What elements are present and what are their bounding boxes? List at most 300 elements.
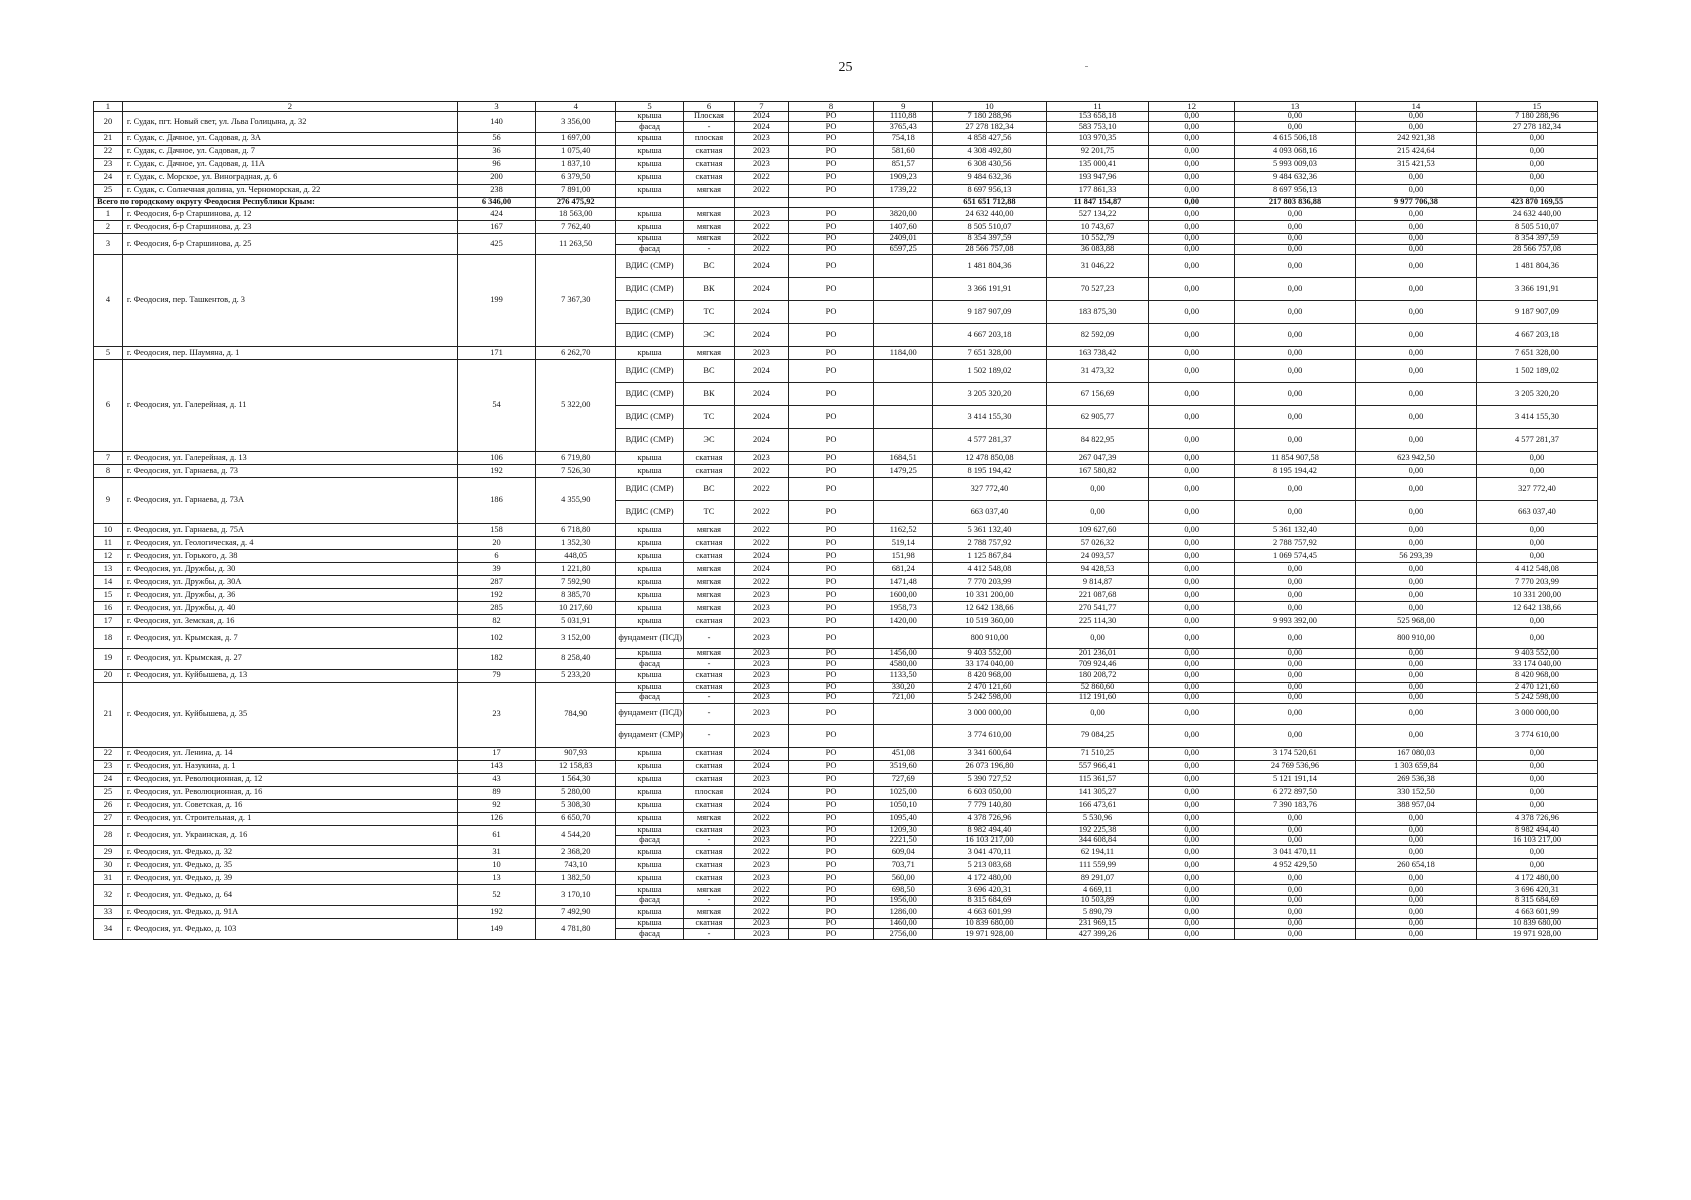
table-cell: 21 (94, 132, 123, 145)
table-cell: 0,00 (1149, 122, 1235, 132)
table-cell: 2022 (735, 906, 789, 919)
table-cell: 4 858 427,56 (933, 132, 1046, 145)
table-cell: крыша (616, 747, 683, 760)
table-cell: - (683, 693, 734, 703)
table-cell: г. Судак, с. Дачное, ул. Садовая, д. 3А (122, 132, 457, 145)
table-cell: 7 180 288,96 (1476, 112, 1597, 122)
table-cell: РО (788, 221, 874, 234)
table-row (94, 464, 1598, 477)
table-cell: РО (788, 549, 874, 562)
table-cell: 743,10 (536, 859, 616, 872)
table-cell: 7 (94, 451, 123, 464)
table-cell: 221 087,68 (1046, 588, 1149, 601)
table-cell: крыша (616, 523, 683, 536)
table-cell: - (683, 929, 734, 939)
table-cell: 3 (94, 234, 123, 255)
table-cell (874, 382, 933, 405)
table-cell: 0,00 (1476, 747, 1597, 760)
table-cell: 39 (457, 562, 535, 575)
table-cell: 2024 (735, 277, 789, 300)
table-cell: 2023 (735, 346, 789, 359)
table-cell: г. Феодосия, пер. Шаумяна, д. 1 (122, 346, 457, 359)
table-cell: 0,00 (1355, 929, 1476, 939)
table-cell: 0,00 (1149, 145, 1235, 158)
table-cell: 0,00 (1149, 812, 1235, 825)
table-cell: 2022 (735, 895, 789, 905)
table-cell: 183 875,30 (1046, 300, 1149, 323)
table-cell: 6 262,70 (536, 346, 616, 359)
table-cell: 7 779 140,80 (933, 799, 1046, 812)
table-cell: 2023 (735, 919, 789, 929)
table-cell: ВДИС (СМР) (616, 300, 683, 323)
table-cell: 0,00 (1235, 659, 1356, 669)
table-cell: 0,00 (1235, 382, 1356, 405)
table-cell: РО (788, 254, 874, 277)
table-cell: скатная (683, 614, 734, 627)
table-cell: 26 (94, 799, 123, 812)
page-number: 25 (838, 60, 853, 75)
table-cell: крыша (616, 919, 683, 929)
column-number: 3 (457, 102, 535, 112)
table-cell: г. Феодосия, б-р Старшинова, д. 12 (122, 208, 457, 221)
table-cell: 0,00 (1355, 323, 1476, 346)
table-cell: 9 403 552,00 (933, 648, 1046, 658)
table-cell: РО (788, 872, 874, 885)
table-cell: 2023 (735, 451, 789, 464)
table-cell: г. Феодосия, ул. Гарнаева, д. 75А (122, 523, 457, 536)
table-cell: 269 536,38 (1355, 773, 1476, 786)
table-cell: 0,00 (1149, 885, 1235, 895)
table-cell: 143 (457, 760, 535, 773)
table-cell: 106 (457, 451, 535, 464)
table-cell: 9 977 706,38 (1355, 197, 1476, 207)
table-cell: 1420,00 (874, 614, 933, 627)
table-cell: г. Феодосия, ул. Назукина, д. 1 (122, 760, 457, 773)
table-cell: 1 303 659,84 (1355, 760, 1476, 773)
table-cell: 0,00 (1149, 859, 1235, 872)
table-cell: 33 (94, 906, 123, 919)
table-cell: ТС (683, 500, 734, 523)
table-cell: 0,00 (1355, 208, 1476, 221)
table-cell: г. Феодосия, ул. Гарнаева, д. 73 (122, 464, 457, 477)
table-cell: фасад (616, 929, 683, 939)
table-cell: г. Судак, с. Дачное, ул. Садовая, д. 7 (122, 145, 457, 158)
table-cell: 186 (457, 477, 535, 523)
table-row (94, 760, 1598, 773)
table-cell: 0,00 (1149, 895, 1235, 905)
table-cell: 71 510,25 (1046, 747, 1149, 760)
table-cell: 140 (457, 112, 535, 133)
table-cell: РО (788, 835, 874, 845)
table-cell: 3 000 000,00 (1476, 703, 1597, 724)
table-cell: 2023 (735, 659, 789, 669)
table-cell: 167 (457, 221, 535, 234)
table-cell: 15 (94, 588, 123, 601)
table-cell: 0,00 (1355, 500, 1476, 523)
table-cell: мягкая (683, 184, 734, 197)
table-cell: ВС (683, 477, 734, 500)
table-cell: 800 910,00 (933, 627, 1046, 648)
table-cell: 26 073 196,80 (933, 760, 1046, 773)
table-cell: г. Феодосия, ул. Крымская, д. 27 (122, 648, 457, 669)
table-cell: 2023 (735, 825, 789, 835)
table-cell: 52 (457, 885, 535, 906)
table-cell: 525 968,00 (1355, 614, 1476, 627)
table-cell: 4 781,80 (536, 919, 616, 940)
table-cell: 0,00 (1355, 277, 1476, 300)
table-cell: 1479,25 (874, 464, 933, 477)
table-cell: 4 577 281,37 (1476, 428, 1597, 451)
table-cell: 8 354 397,59 (1476, 234, 1597, 244)
table-cell: 698,50 (874, 885, 933, 895)
table-cell: 0,00 (1355, 428, 1476, 451)
table-cell: скатная (683, 846, 734, 859)
table-row (94, 906, 1598, 919)
table-cell: 1050,10 (874, 799, 933, 812)
table-cell: фасад (616, 693, 683, 703)
table-cell: 1 382,50 (536, 872, 616, 885)
table-cell: 0,00 (1355, 562, 1476, 575)
table-cell: РО (788, 382, 874, 405)
table-cell: 0,00 (1476, 145, 1597, 158)
table-cell: скатная (683, 825, 734, 835)
table-cell: 2024 (735, 562, 789, 575)
table-cell: 448,05 (536, 549, 616, 562)
table-cell: г. Феодосия, ул. Федько, д. 103 (122, 919, 457, 940)
table-cell: 8 505 510,07 (1476, 221, 1597, 234)
table-cell: 0,00 (1355, 184, 1476, 197)
table-cell: 82 592,09 (1046, 323, 1149, 346)
table-cell: 663 037,40 (1476, 500, 1597, 523)
table-cell: 2024 (735, 786, 789, 799)
table-cell: 7 891,00 (536, 184, 616, 197)
table-row (94, 132, 1598, 145)
table-cell: 7 592,90 (536, 575, 616, 588)
table-cell: 0,00 (1355, 872, 1476, 885)
table-cell: ВДИС (СМР) (616, 359, 683, 382)
table-cell: скатная (683, 872, 734, 885)
table-cell: 5 (94, 346, 123, 359)
table-cell: 3 774 610,00 (1476, 724, 1597, 747)
table-cell: 7 651 328,00 (933, 346, 1046, 359)
table-cell: 5 280,00 (536, 786, 616, 799)
table-cell: скатная (683, 760, 734, 773)
table-cell: РО (788, 536, 874, 549)
table-cell: 7 180 288,96 (933, 112, 1046, 122)
table-row (94, 786, 1598, 799)
table-cell: 0,00 (1355, 919, 1476, 929)
table-cell: 427 399,26 (1046, 929, 1149, 939)
table-cell: крыша (616, 812, 683, 825)
table-cell: 1909,23 (874, 171, 933, 184)
table-cell: 6 650,70 (536, 812, 616, 825)
table-cell (874, 500, 933, 523)
table-cell: РО (788, 346, 874, 359)
table-cell: 0,00 (1355, 895, 1476, 905)
table-cell: 0,00 (1149, 682, 1235, 692)
table-cell: 1025,00 (874, 786, 933, 799)
table-cell: 0,00 (1046, 477, 1149, 500)
table-cell: мягкая (683, 234, 734, 244)
table-cell: 0,00 (1355, 601, 1476, 614)
table-cell: 6 346,00 (457, 197, 535, 207)
table-cell: 180 208,72 (1046, 669, 1149, 682)
table-cell: 1956,00 (874, 895, 933, 905)
table-cell: ВС (683, 359, 734, 382)
table-cell: 0,00 (1476, 451, 1597, 464)
table-cell: 5 530,96 (1046, 812, 1149, 825)
table-cell: 3 152,00 (536, 627, 616, 648)
table-cell: РО (788, 648, 874, 658)
table-cell: 3 414 155,30 (1476, 405, 1597, 428)
table-cell: 111 559,99 (1046, 859, 1149, 872)
table-cell: 16 (94, 601, 123, 614)
table-cell: 1 697,00 (536, 132, 616, 145)
table-cell: 2022 (735, 171, 789, 184)
table-cell: 31 046,22 (1046, 254, 1149, 277)
table-cell: 2024 (735, 428, 789, 451)
column-number: 12 (1149, 102, 1235, 112)
table-row (94, 747, 1598, 760)
table-cell: 1739,22 (874, 184, 933, 197)
table-row (94, 588, 1598, 601)
table-cell: РО (788, 464, 874, 477)
table-cell: 5 242 598,00 (933, 693, 1046, 703)
table-cell: 4 663 601,99 (933, 906, 1046, 919)
table-cell: 0,00 (1235, 693, 1356, 703)
table-cell: 3765,43 (874, 122, 933, 132)
table-cell: 24 093,57 (1046, 549, 1149, 562)
column-number: 10 (933, 102, 1046, 112)
table-cell: 163 738,42 (1046, 346, 1149, 359)
table-cell (874, 703, 933, 724)
table-cell: 193 947,96 (1046, 171, 1149, 184)
table-cell: скатная (683, 669, 734, 682)
table-cell: 4 615 506,18 (1235, 132, 1356, 145)
table-cell: 9 403 552,00 (1476, 648, 1597, 658)
table-cell: 0,00 (1235, 872, 1356, 885)
table-cell: фасад (616, 895, 683, 905)
table-cell: 330,20 (874, 682, 933, 692)
table-cell (874, 627, 933, 648)
table-cell: РО (788, 885, 874, 895)
table-cell: 2023 (735, 614, 789, 627)
table-cell: 285 (457, 601, 535, 614)
table-cell: 2 470 121,60 (1476, 682, 1597, 692)
table-row (94, 346, 1598, 359)
table-cell: - (683, 627, 734, 648)
table-cell: г. Судак, с. Солнечная долина, ул. Черноморская, д. 22 (122, 184, 457, 197)
table-row (94, 799, 1598, 812)
table-cell: 2024 (735, 382, 789, 405)
table-cell: РО (788, 451, 874, 464)
table-cell: 14 (94, 575, 123, 588)
table-cell: 0,00 (1149, 500, 1235, 523)
table-cell: 30 (94, 859, 123, 872)
table-cell: 2 (94, 221, 123, 234)
table-cell: г. Феодосия, ул. Федько, д. 64 (122, 885, 457, 906)
table-cell: 238 (457, 184, 535, 197)
table-cell: 2024 (735, 359, 789, 382)
table-cell: 0,00 (1149, 300, 1235, 323)
table-cell: 19 971 928,00 (1476, 929, 1597, 939)
table-cell: 149 (457, 919, 535, 940)
column-number-row (94, 102, 1598, 112)
table-cell: крыша (616, 885, 683, 895)
table-cell: 623 942,50 (1355, 451, 1476, 464)
table-cell: 0,00 (1355, 122, 1476, 132)
table-cell: - (683, 895, 734, 905)
table-cell: 663 037,40 (933, 500, 1046, 523)
table-cell: - (683, 244, 734, 254)
table-row (94, 614, 1598, 627)
table-cell: 0,00 (1235, 929, 1356, 939)
table-row (94, 112, 1598, 122)
table-cell: г. Феодосия, ул. Дружбы, д. 30 (122, 562, 457, 575)
table-cell: 703,71 (874, 859, 933, 872)
table-cell: РО (788, 919, 874, 929)
table-cell: 0,00 (1235, 300, 1356, 323)
table-cell: крыша (616, 234, 683, 244)
table-cell: крыша (616, 588, 683, 601)
table-cell: 1 481 804,36 (933, 254, 1046, 277)
table-cell: 2023 (735, 859, 789, 872)
table-cell (788, 197, 874, 207)
table-cell: РО (788, 300, 874, 323)
table-cell: 158 (457, 523, 535, 536)
table-cell: фундамент (ПСД) (616, 703, 683, 724)
table-cell: 3 414 155,30 (933, 405, 1046, 428)
table-cell: 10 552,79 (1046, 234, 1149, 244)
table-cell: 2023 (735, 724, 789, 747)
table-cell: РО (788, 575, 874, 588)
table-cell: 10 519 360,00 (933, 614, 1046, 627)
table-cell: 7 762,40 (536, 221, 616, 234)
table-cell: 0,00 (1355, 575, 1476, 588)
table-cell: 3 170,10 (536, 885, 616, 906)
table-cell: г. Судак, пгт. Новый свет, ул. Льва Голицына, д. 32 (122, 112, 457, 133)
table-cell: Всего по городскому округу Феодосия Республики Крым: (94, 197, 458, 207)
table-cell: 709 924,46 (1046, 659, 1149, 669)
table-cell: 3 774 610,00 (933, 724, 1046, 747)
table-cell: мягкая (683, 812, 734, 825)
table-cell: 0,00 (1149, 747, 1235, 760)
table-cell: г. Феодосия, ул. Гарнаева, д. 73А (122, 477, 457, 523)
table-cell: 0,00 (1149, 197, 1235, 207)
table-cell: 0,00 (1149, 929, 1235, 939)
table-cell: 2023 (735, 627, 789, 648)
table-cell: крыша (616, 786, 683, 799)
table-cell: 0,00 (1476, 523, 1597, 536)
table-cell: 0,00 (1149, 562, 1235, 575)
table-cell: РО (788, 659, 874, 669)
table-cell: ВДИС (СМР) (616, 405, 683, 428)
table-row (94, 523, 1598, 536)
table-cell: 9 187 907,09 (933, 300, 1046, 323)
table-cell: г. Феодосия, б-р Старшинова, д. 23 (122, 221, 457, 234)
table-cell: 4 172 480,00 (933, 872, 1046, 885)
table-cell: 31 (457, 846, 535, 859)
table-cell: 0,00 (1149, 346, 1235, 359)
table-cell: 0,00 (1149, 669, 1235, 682)
table-cell: 388 957,04 (1355, 799, 1476, 812)
table-cell: крыша (616, 799, 683, 812)
table-cell: 0,00 (1235, 405, 1356, 428)
table-cell: 3 205 320,20 (933, 382, 1046, 405)
table-cell: 1958,73 (874, 601, 933, 614)
table-cell: 3 041 470,11 (1235, 846, 1356, 859)
table-cell: ВК (683, 277, 734, 300)
table-cell: РО (788, 359, 874, 382)
table-cell: РО (788, 895, 874, 905)
table-cell: 0,00 (1149, 906, 1235, 919)
table-cell: 3 696 420,31 (933, 885, 1046, 895)
table-cell: 12 478 850,08 (933, 451, 1046, 464)
table-cell: 2022 (735, 536, 789, 549)
table-cell: крыша (616, 451, 683, 464)
table-cell: 102 (457, 627, 535, 648)
column-number: 13 (1235, 102, 1356, 112)
table-cell: 70 527,23 (1046, 277, 1149, 300)
table-row (94, 536, 1598, 549)
table-cell: 2 788 757,92 (1235, 536, 1356, 549)
table-cell: 56 293,39 (1355, 549, 1476, 562)
table-cell: 851,57 (874, 158, 933, 171)
table-row (94, 825, 1598, 835)
table-cell: 3820,00 (874, 208, 933, 221)
table-cell: 557 966,41 (1046, 760, 1149, 773)
table-cell: г. Феодосия, ул. Геологическая, д. 4 (122, 536, 457, 549)
table-cell: 0,00 (1149, 464, 1235, 477)
table-cell: 2023 (735, 682, 789, 692)
table-cell: 0,00 (1355, 359, 1476, 382)
table-cell: 0,00 (1476, 614, 1597, 627)
table-cell: 0,00 (1355, 724, 1476, 747)
table-cell: 2024 (735, 405, 789, 428)
table-cell: 0,00 (1476, 464, 1597, 477)
table-cell: 907,93 (536, 747, 616, 760)
table-cell: 0,00 (1355, 682, 1476, 692)
table-cell: 9 993 392,00 (1235, 614, 1356, 627)
table-cell: 0,00 (1235, 277, 1356, 300)
table-cell: 315 421,53 (1355, 158, 1476, 171)
table-cell: фасад (616, 659, 683, 669)
table-cell: 34 (94, 919, 123, 940)
table-cell: 609,04 (874, 846, 933, 859)
table-cell: 0,00 (1149, 648, 1235, 658)
table-cell: 11 263,50 (536, 234, 616, 255)
table-cell: РО (788, 158, 874, 171)
table-cell: скатная (683, 773, 734, 786)
table-cell: 1 837,10 (536, 158, 616, 171)
table-cell: 1471,48 (874, 575, 933, 588)
table-cell: РО (788, 799, 874, 812)
table-cell: 17 (94, 614, 123, 627)
table-cell: 1 125 867,84 (933, 549, 1046, 562)
table-cell: 754,18 (874, 132, 933, 145)
table-cell: 0,00 (1235, 648, 1356, 658)
table-cell: РО (788, 234, 874, 244)
table-cell: 8 195 194,42 (933, 464, 1046, 477)
table-cell: 167 580,82 (1046, 464, 1149, 477)
table-cell: 192 (457, 906, 535, 919)
table-cell: крыша (616, 346, 683, 359)
table-cell: - (683, 122, 734, 132)
table-cell: 192 (457, 588, 535, 601)
table-row (94, 184, 1598, 197)
table-cell: 3 696 420,31 (1476, 885, 1597, 895)
table-cell: 0,00 (1355, 703, 1476, 724)
